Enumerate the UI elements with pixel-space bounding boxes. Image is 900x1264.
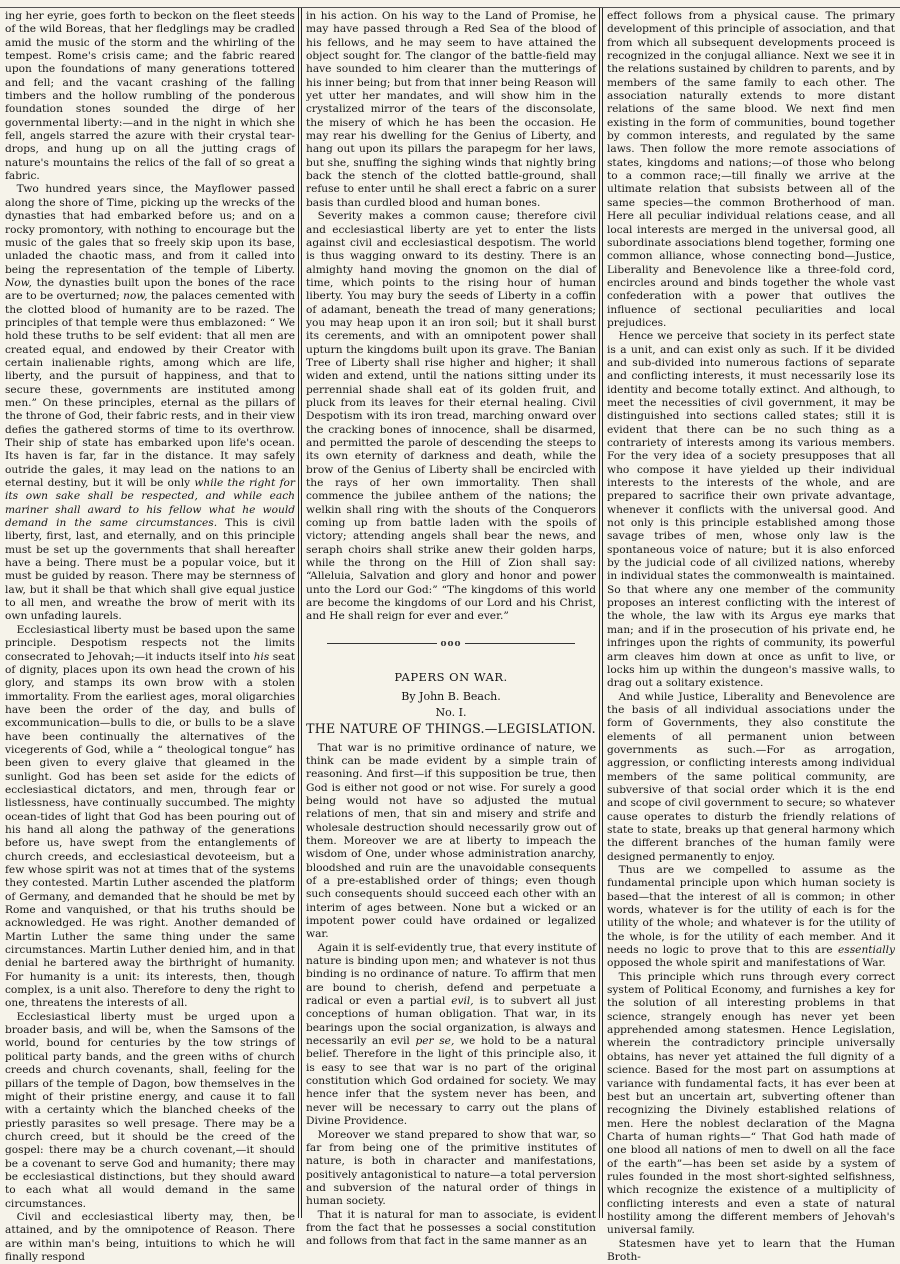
paragraph: Moreover we stand prepared to show that war, so far from being one of the primitive institutes of nature, is both in character and manifestations, positively antagonistical to nature—a total perversion and subversion of the natural order of things in human society. <box>306 1128 596 1208</box>
section-divider: ooo <box>306 638 596 651</box>
paragraph: This principle which runs through every correct system of Political Economy, and furnishes a key for the solution of all interesting problems in that science, strangely enough has never yet been apprehended among statesmen. Hence Legislation, wherein the contradictory principle universally obtains, has never yet attained the full dignity of a science. Based for the most part on assumptions at variance with fundamental facts, it has ever been at best but an uncertain art, subverting oftener than recognizing the Divinely established relations of men. Here the noblest declaration of the Magna Charta of human rights—“ That God hath made of one blood all nations of men to dwell on all the face of the earth”—has been set aside by a system of rules founded in the most short-sighted selfishness, which recognize the existence of a multiplicity of conflicting interests and even a state of natural hostility among the different members of Jehovah's universal family. <box>607 970 895 1237</box>
paragraph: Ecclesiastical liberty must be urged upon a broader basis, and will be, when the Samsons of the world, bound for centuries by the tow strings of political party bands, and the green withs of church creeds and church covenants, shall, feeling for the pillars of the temple of Dagon, bow themselves in the might of their pristine energy, and cause it to fall with a certainty which the blanched cheeks of the priestly parasites so well presage. There may be a church creed, but it should be the creed of the gospel: there may be a church covenant,—it should be a covenant to serve God and humanity; there may be ecclesiastical distinctions, but they should award to each what all would demand in the same circumstances. <box>5 1010 295 1210</box>
column-rule-left <box>298 8 302 1218</box>
article-subheading: THE NATURE OF THINGS.—LEGISLATION. <box>306 721 596 737</box>
paragraph: Thus are we compelled to assume as the fundamental principle upon which human society is based—that the interest of all is common; in other words, whatever is for the utility of each is for the utility of the whole; and whatever is for the utility of the whole, is for the utility of each member. And it needs no logic to prove that to this are essentially opposed the whole spirit and manifestations of War. <box>607 864 895 970</box>
paragraph: That it is natural for man to associate, is evident from the fact that he possesses a social constitution and follows from that fact in the same manner as an <box>306 1208 596 1248</box>
column-3 <box>607 10 896 1263</box>
article-heading: PAPERS ON WAR. <box>394 670 508 685</box>
paragraph: Again it is self-evidently true, that every institute of nature is binding upon men; and whatever is not thus binding is no ordinance of nature. To affirm that men are bound to cherish, defend and perpetuate a radical or even a partial evil, is to subvert all just conceptions of human obligation. That war, in its bearings upon the social organization, is always and necessarily an evil per se, we hold to be a natural belief. Therefore in the light of this principle also, it is easy to see that war is no part of the original constitution which God ordained for society. We may hence infer that the system never has been, and never will be necessary to carry out the plans of Divine Providence. <box>306 941 597 1128</box>
paragraph: Statesmen have yet to learn that the Human Broth- <box>607 1237 895 1263</box>
paragraph: And while Justice, Liberality and Benevolence are the basis of all individual associations under the form of Governments, they also constitute the elements of all permanent union between governments as such.—For as arrogation, aggression, or conflicting interests among individual members of the same political community, are subversive of that social order which it is the end and scope of civil government to secure; so whatever cause operates to disturb the friendly relations of state to state, breaks up that general harmony which the different branches of the human family were designed permanently to enjoy. <box>607 690 895 863</box>
paragraph: That war is no primitive ordinance of nature, we think can be made evident by a simple train of reasoning. And first—if this supposition be true, then God is either not good or not wise. For surely a good being would not have so adjusted the mutual relations of men, that sin and misery and strife and wholesale destruction should necessarily grow out of them. Moreover we are at liberty to impeach the wisdom of One, under whose administration anarchy, bloodshed and ruin are the unavoidable consequents of a pre-established order of things; even though such consequents should succeed each other with an interim of ages between. None but a wicked or an impotent power could have ordained or legalized war. <box>306 741 596 941</box>
paragraph: Severity makes a common cause; therefore civil and ecclesiastical liberty are yet to enter the lists against civil and ecclesiastical despotism. The world is thus wagging onward to its destiny. There is an almighty hand moving the gnomon on the dial of time, which points to the rising hour of human liberty. You may bury the seeds of Liberty in a coffin of adamant, beneath the tread of many generations; you may heap upon it an iron soil; but it shall burst its cerements, and with an omnipotent power shall upturn the kingdoms built upon its grave. The Banian Tree of Liberty shall rise higher and higher; it shall widen and extend, until the nations sitting under its perrennial shade shall eat of its golden fruit, and pluck from its leaves for their eternal healing. Civil Despotism with its iron tread, marching onward over the cracking bones of innocence, shall be disarmed, and permitted the parole of descending the steeps to its own eternity of darkness and death, while the brow of the Genius of Liberty shall be encircled with the rays of her own immortality. Then shall commence the jubilee anthem of the nations; the welkin shall ring with the shouts of the Conquerors coming up from battle laden with the spoils of victory; attending angels shall bear the news, and seraph choirs shall strike anew their golden harps, while the throng on the Hill of Zion shall say: “Alleluia, Salvation and glory and honor and power unto the Lord our God:” “The kingdoms of this world are become the kingdoms of our Lord and his Christ, and He shall reign for ever and ever.” <box>306 210 596 623</box>
paragraph: ing her eyrie, goes forth to beckon on the fleet steeds of the wild Boreas, that her fledglings may be cradled amid the music of the storm and the whirling of the tempest. Rome's crisis came; and the fabric reared upon the foundations of many generations tottered and fell; and the vacant crashing of the falling timbers and the hollow rumbling of the ponderous foundation stones sounded the dirge of her governmental liberty:—and in the night in which she fell, angels starred the azure with their crystal tear-drops, and hung up on all the jutting crags of nature's mountains the relics of the fall of so great a fabric. <box>5 10 295 183</box>
paragraph: Civil and ecclesiastical liberty may, then, be attained, and by the omnipotence of Reason. There are within man's being, intuitions to which he will finally respond <box>5 1210 295 1263</box>
paragraph: Two hundred years since, the Mayflower passed along the shore of Time, picking up the wrecks of the dynasties that had embarked before us; and on a rocky promontory, with nothing to encourage but the music of the gales that so freely skip upon its base, unladed the chaotic mass, and from it called into being the representation of the temple of Liberty. Now, the dynasties built upon the bones of the race are to be overturned; now, the palaces cemented with the clotted blood of humanity are to be razed. The principles of that temple were thus emblazoned: “ We hold these truths to be self evident: that all men are created equal, and endowed by their Creator with certain inalienable rights, among which are life, liberty, and the pursuit of happiness, and that to secure these, governments are instituted among men.” On these principles, eternal as the pillars of the throne of God, their fabric rests, and in their view defies the gathered storms of time to its overthrow. Their ship of state has embarked upon life's ocean. Its haven is far, far in the distance. It may safely outride the gales, it may lead on the nations to an eternal destiny, but it will be only while the right for its own sake shall be respected, and while each mariner shall award to his fellow what he would demand in the same circumstances. This is civil liberty, first, last, and eternally, and on this principle must be set up the governments that shall hereafter have a being. There must be a popular voice, but it must be guided by reason. There may be sternness of law, but it shall be that which shall give equal justice to all men, and wreathe the brow of merit with its own unfading laurels. <box>5 183 295 623</box>
page-top-rule <box>0 0 900 8</box>
article-author: By John B. Beach. <box>401 689 501 703</box>
paragraph: in his action. On his way to the Land of Promise, he may have passed through a Red Sea of the blood of his fellows, and he may seem to have attained the object sought for. The clangor of the battle-field may have sounded to him clearer than the mutterings of his inner being; but from that inner being Reason will yet utter her mandates, and will show him in the crystalized mirror of the tears of the disconsolate, the misery of which he has been the occasion. He may rear his dwelling for the Genius of Liberty, and hang out upon its pillars the parapegm for her laws, but she, snuffing the sighing winds that nightly bring back the stench of the clotted battle-ground, shall refuse to enter until he shall erect a fabric on a surer basis than curdled blood and human bones. <box>306 10 596 209</box>
column-rule-right <box>599 8 603 1218</box>
column-1 <box>5 10 295 1263</box>
paragraph: effect follows from a physical cause. The primary development of this principle of association, and that from which all subsequent developments proceed is recognized in the conjugal alliance. Next we see it in the relations sustained by children to parents, and by members of the same family to each other. The association naturally extends to more distant relations of the same blood. We next find men existing in the form of communities, bound together by common interests, and regulated by the same laws. Then follow the more remote associations of states, kingdoms and nations;—of those who belong to a common race;—till finally we arrive at the ultimate relation that subsists between all of the same species—the common Brotherhood of man. Here all peculiar individual relations cease, and all local interests are merged in the universal good, all subordinate associations blend together, forming one common alliance, whose connecting bond—Justice, Liberality and Benevolence like a three-fold cord, encircles around and binds together the whole vast confederation with a power that outlives the influence of sectional peculiarities and local prejudices. <box>607 10 896 329</box>
paragraph: Ecclesiastical liberty must be based upon the same principle. Despotism respects not the limits consecrated to Jehovah;—it inducts itself into his seat of dignity, places upon its own head the crown of his glory, and stamps its own brow with a stolen immortality. From the earliest ages, moral oligarchies have been the order of the day, and bulls of excommunication—bulls to die, or bulls to be a slave have been continually the alternatives of the vicegerents of God, while a “ theological tongue” has been given to every glaive that gleamed in the sunlight. God has been set aside for the edicts of ecclesiastical dictators, and men, through fear or listlessness, have continually succumbed. The mighty ocean-tides of light that God has been pouring out of his hand all along the pathway of the generations before us, have swept from the entanglements of church creeds, and ecclesiastical devoteeism, but a few whose spirit was not at times that of the systems they contested. Martin Luther ascended the platform of Germany, and demanded that he should be met by Rome and vanquished, or that his truths should be acknowledged. He was right. Another demanded of Martin Luther the same thing under the same circumstances. Martin Luther denied him, and in that denial he bartered away the birthright of humanity. For humanity is a unit: its interests, then, though complex, is a unit also. Therefore to deny the right to one, threatens the interests of all. <box>5 623 295 1010</box>
paragraph: Hence we perceive that society in its perfect state is a unit, and can exist only as such. If it be divided and sub-divided into numerous factions of separate and conflicting interests, it must necessarily lose its identity and become totally extinct. And although, to meet the necessities of civil government, it may be distinguished into sections called states; still it is evident that there can be no such thing as a contrariety of interests among its various members. For the very idea of a society presupposes that all who compose it have yielded up their individual interests to the interests of the whole, and are prepared to sacrifice their own private advantage, whenever it conflicts with the universal good. And not only is this principle established among those savage tribes of men, whose only law is the spontaneous voice of nature; but it is also enforced by the judicial code of all civilized nations, whereby in individual states the commonwealth is maintained. So that where any one member of the community proposes an interest conflicting with the interest of the whole, the law with its Argus eye marks that man; and if in the prosecution of his private end, he infringes upon the rights of community, its powerful arm cleaves him down at once as unfit to live, or locks him up within the dungeon's massive walls, to drag out a solitary existence. <box>607 330 895 690</box>
column-2 <box>306 10 597 1248</box>
article-number: No. I. <box>435 705 467 719</box>
